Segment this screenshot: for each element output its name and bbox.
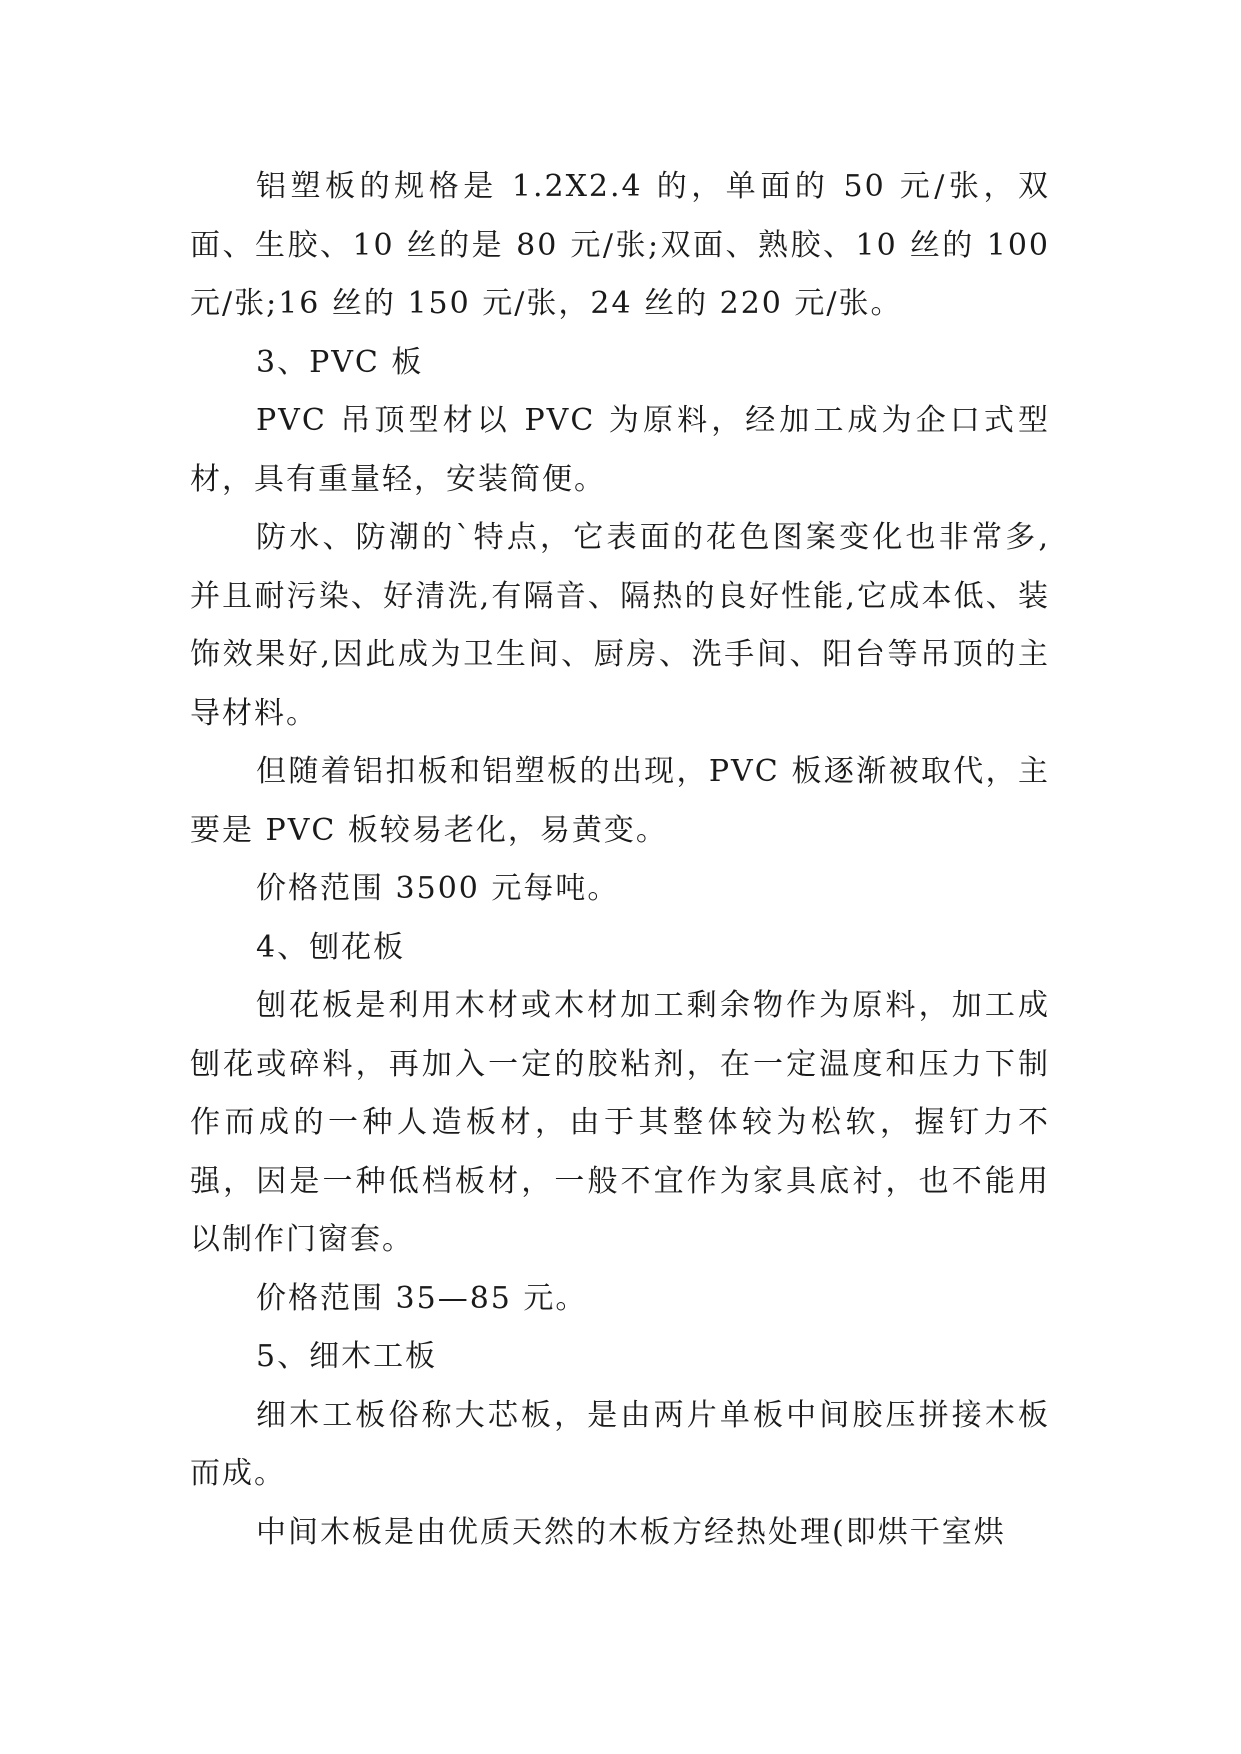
paragraph-pvc-price: 价格范围 3500 元每吨。 xyxy=(256,871,620,906)
paragraph-pvc-features: 防水、防潮的`特点，它表面的花色图案变化也非常多,并且耐污染、好清洗,有隔音、隔热的良好性能,它成本低、装饰效果好,因此成为卫生间、厨房、洗手间、阳台等吊顶的主导材料。 xyxy=(190,520,1050,731)
paragraph-particleboard-price: 价格范围 35—85 元。 xyxy=(256,1280,588,1316)
paragraph-particleboard-description: 刨花板是利用木材或木材加工剩余物作为原料，加工成刨花或碎料，再加入一定的胶粘剂，在一定温度和压力下制作而成的一种人造板材，由于其整体较为松软，握钉力不强，因是一种低档板材，一般不宜作为家具底衬，也不能用以制作门窗套。 xyxy=(190,988,1050,1257)
section-heading-blockboard: 5、细木工板 xyxy=(256,1339,438,1374)
section-heading-pvc: 3、PVC 板 xyxy=(256,344,424,380)
section-heading-particleboard: 4、刨花板 xyxy=(256,929,406,965)
paragraph-pvc-intro: PVC 吊顶型材以 PVC 为原料，经加工成为企口式型材，具有重量轻，安装简便。 xyxy=(190,403,1050,497)
paragraph-blockboard-core: 中间木板是由优质天然的木板方经热处理(即烘干室烘 xyxy=(256,1514,1006,1550)
paragraph-blockboard-intro: 细木工板俗称大芯板，是由两片单板中间胶压拼接木板而成。 xyxy=(190,1397,1050,1491)
document-body xyxy=(190,158,1050,1562)
paragraph-pvc-replaced: 但随着铝扣板和铝塑板的出现，PVC 板逐渐被取代，主要是 PVC 板较易老化，易黄变。 xyxy=(190,754,1050,848)
paragraph-aluminum-plastic-price: 铝塑板的规格是 1.2X2.4 的，单面的 50 元/张，双面、生胶、10 丝的是 80 元/张;双面、熟胶、10 丝的 100 元/张;16 丝的 150 元/张，24 丝的 220 元/张。 xyxy=(190,169,1050,321)
